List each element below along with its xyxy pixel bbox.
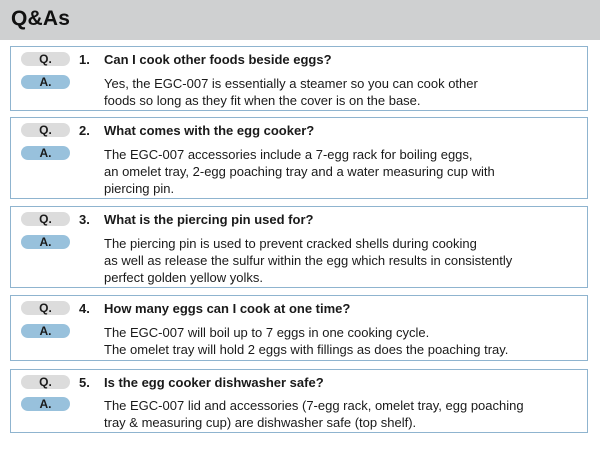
answer-badge: A. (21, 324, 70, 338)
answer-line: The piercing pin is used to prevent cracked shells during cooking (104, 236, 477, 251)
question-text: Is the egg cooker dishwasher safe? (104, 375, 324, 390)
answer-line: an omelet tray, 2-egg poaching tray and a water measuring cup with (104, 164, 495, 179)
qa-item-3 (10, 206, 588, 288)
answer-line: as well as release the sulfur within the egg which results in consistently (104, 253, 513, 268)
answer-text (104, 324, 508, 358)
question-number: 2. (79, 123, 90, 138)
question-badge: Q. (21, 212, 70, 226)
answer-badge: A. (21, 397, 70, 411)
question-badge: Q. (21, 375, 70, 389)
question-number: 4. (79, 301, 90, 316)
qa-item-5 (10, 369, 588, 433)
qa-item-2 (10, 117, 588, 199)
answer-line: Yes, the EGC-007 is essentially a steamer so you can cook other (104, 76, 478, 91)
answer-line: The EGC-007 will boil up to 7 eggs in one cooking cycle. (104, 325, 430, 340)
answer-line: The EGC-007 accessories include a 7-egg rack for boiling eggs, (104, 147, 473, 162)
question-badge: Q. (21, 301, 70, 315)
question-text: How many eggs can I cook at one time? (104, 301, 351, 316)
answer-badge: A. (21, 75, 70, 89)
answer-line: The EGC-007 lid and accessories (7-egg rack, omelet tray, egg poaching (104, 398, 524, 413)
answer-text (104, 235, 512, 286)
question-number: 3. (79, 212, 90, 227)
answer-line: foods so long as they fit when the cover is on the base. (104, 93, 421, 108)
question-number: 5. (79, 375, 90, 390)
answer-badge: A. (21, 146, 70, 160)
answer-line: piercing pin. (104, 181, 175, 196)
answer-text (104, 146, 495, 197)
question-text: Can I cook other foods beside eggs? (104, 52, 332, 67)
page-title: Q&As (11, 7, 71, 30)
question-number: 1. (79, 52, 90, 67)
question-text: What comes with the egg cooker? (104, 123, 315, 138)
answer-line: tray & measuring cup) are dishwasher safe (top shelf). (104, 415, 417, 430)
answer-text (104, 75, 478, 109)
answer-line: The omelet tray will hold 2 eggs with fillings as does the poaching tray. (104, 342, 509, 357)
qa-item-1 (10, 46, 588, 111)
question-badge: Q. (21, 52, 70, 66)
page-header (0, 0, 600, 40)
qa-item-4 (10, 295, 588, 361)
question-badge: Q. (21, 123, 70, 137)
answer-text (104, 397, 524, 431)
answer-badge: A. (21, 235, 70, 249)
question-text: What is the piercing pin used for? (104, 212, 314, 227)
answer-line: perfect golden yellow yolks. (104, 270, 263, 285)
